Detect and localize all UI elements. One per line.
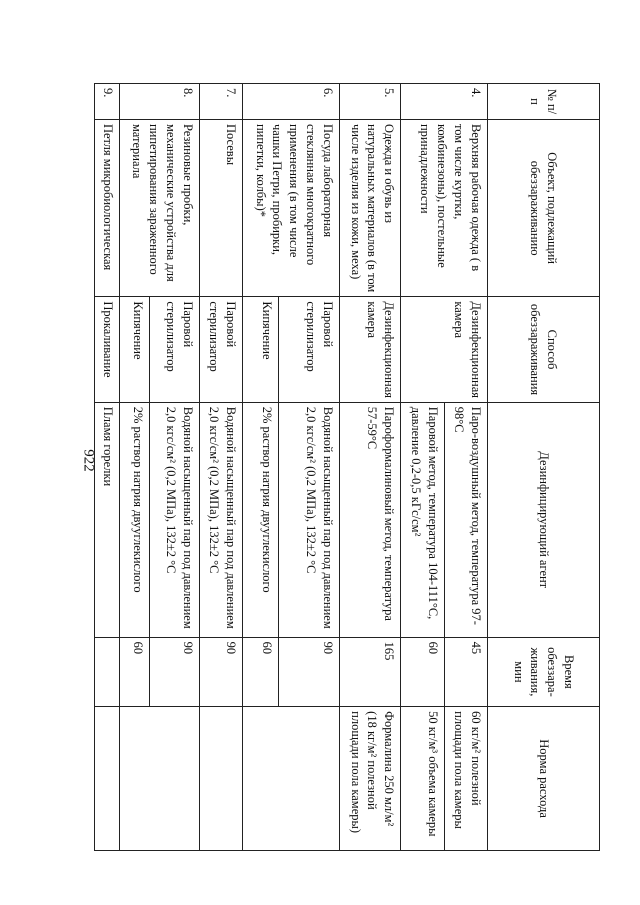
cell-method: Паровой стерилизатор <box>199 297 242 402</box>
cell-object: Посуда лабораторная стеклянная многократного применения (в том числе чашки Петри, пробирки, пипетки, колбы)* <box>242 119 339 296</box>
cell-time: 60 <box>120 637 149 707</box>
cell-object: Резиновые пробки, механические устройства для пипетирования зараженного материала <box>120 119 199 296</box>
cell-norm <box>242 707 339 851</box>
cell-agent: Пароформалиновый метод, температура 57-59°С <box>340 402 401 637</box>
cell-no: 9. <box>95 84 120 120</box>
cell-no: 8. <box>120 84 199 120</box>
cell-norm: Формалина 250 мл/м² (18 кг/м² полезной площади пола камеры) <box>340 707 401 851</box>
cell-agent: Водяной насыщенный пар под давлением 2,0 кгс/см² (0,2 МПа), 132±2 °С <box>199 402 242 637</box>
header-no: № п/п <box>488 84 600 120</box>
cell-time: 165 <box>340 637 401 707</box>
header-norm: Норма расхода <box>488 707 600 851</box>
cell-agent: 2% раствор натрия двууглекислого <box>242 402 278 637</box>
cell-method: Дезинфекционная камера <box>401 297 488 402</box>
table-row <box>199 84 242 851</box>
cell-no: 5. <box>340 84 401 120</box>
cell-agent: Водяной насыщенный пар под давлением 2,0 кгс/см² (0,2 МПа), 132±2 °С <box>278 402 339 637</box>
cell-no: 4. <box>401 84 488 120</box>
cell-time: 60 <box>242 637 278 707</box>
table-row <box>95 84 120 851</box>
disinfection-table-rotated <box>94 83 600 851</box>
cell-agent: 2% раствор натрия двууглекислого <box>120 402 149 637</box>
cell-no: 6. <box>242 84 339 120</box>
cell-object: Одежда и обувь из натуральных материалов (в том числе изделия из кожи, меха) <box>340 119 401 296</box>
cell-norm <box>199 707 242 851</box>
cell-time: 90 <box>199 637 242 707</box>
cell-agent: Паро-воздушный метод, температура 97-98°С <box>444 402 487 637</box>
page-number: 922 <box>80 449 97 472</box>
table-row <box>278 84 339 851</box>
cell-method: Кипячение <box>242 297 278 402</box>
cell-object: Верхняя рабочая одежда ( в том числе куртки, комбинезоны), постельные принадлежности <box>401 119 488 296</box>
disinfection-table <box>94 83 600 851</box>
cell-method: Прокаливание <box>95 297 120 402</box>
cell-norm <box>120 707 199 851</box>
cell-norm: 60 кг/м² полезной площади пола камеры <box>444 707 487 851</box>
header-agent: Дезинфицирующий агент <box>488 402 600 637</box>
cell-norm: 50 кг/м³ объема камеры <box>401 707 444 851</box>
cell-agent: Водяной насыщенный пар под давлением 2,0 кгс/см² (0,2 МПа), 132±2 °С <box>149 402 199 637</box>
cell-time <box>95 637 120 707</box>
cell-no: 7. <box>199 84 242 120</box>
cell-time: 45 <box>444 637 487 707</box>
cell-time: 90 <box>149 637 199 707</box>
table-header-row <box>488 84 600 851</box>
cell-agent: Паровой метод, температура 104-111°С, давление 0,2-0,5 кГс/см² <box>401 402 444 637</box>
cell-method: Паровой стерилизатор <box>278 297 339 402</box>
cell-time: 60 <box>401 637 444 707</box>
header-time: Время обеззара-живания, мин <box>488 637 600 707</box>
table-row <box>444 84 487 851</box>
cell-agent: Пламя горелки <box>95 402 120 637</box>
cell-norm <box>95 707 120 851</box>
table-row <box>340 84 401 851</box>
cell-object: Посевы <box>199 119 242 296</box>
table-row <box>149 84 199 851</box>
cell-method: Кипячение <box>120 297 149 402</box>
header-method: Способ обеззараживания <box>488 297 600 402</box>
cell-method: Дезинфекционная камера <box>340 297 401 402</box>
cell-method: Паровой стерилизатор <box>149 297 199 402</box>
header-object: Объект, подлежащий обеззараживанию <box>488 119 600 296</box>
cell-object: Петля микробиологическая <box>95 119 120 296</box>
cell-time: 90 <box>278 637 339 707</box>
